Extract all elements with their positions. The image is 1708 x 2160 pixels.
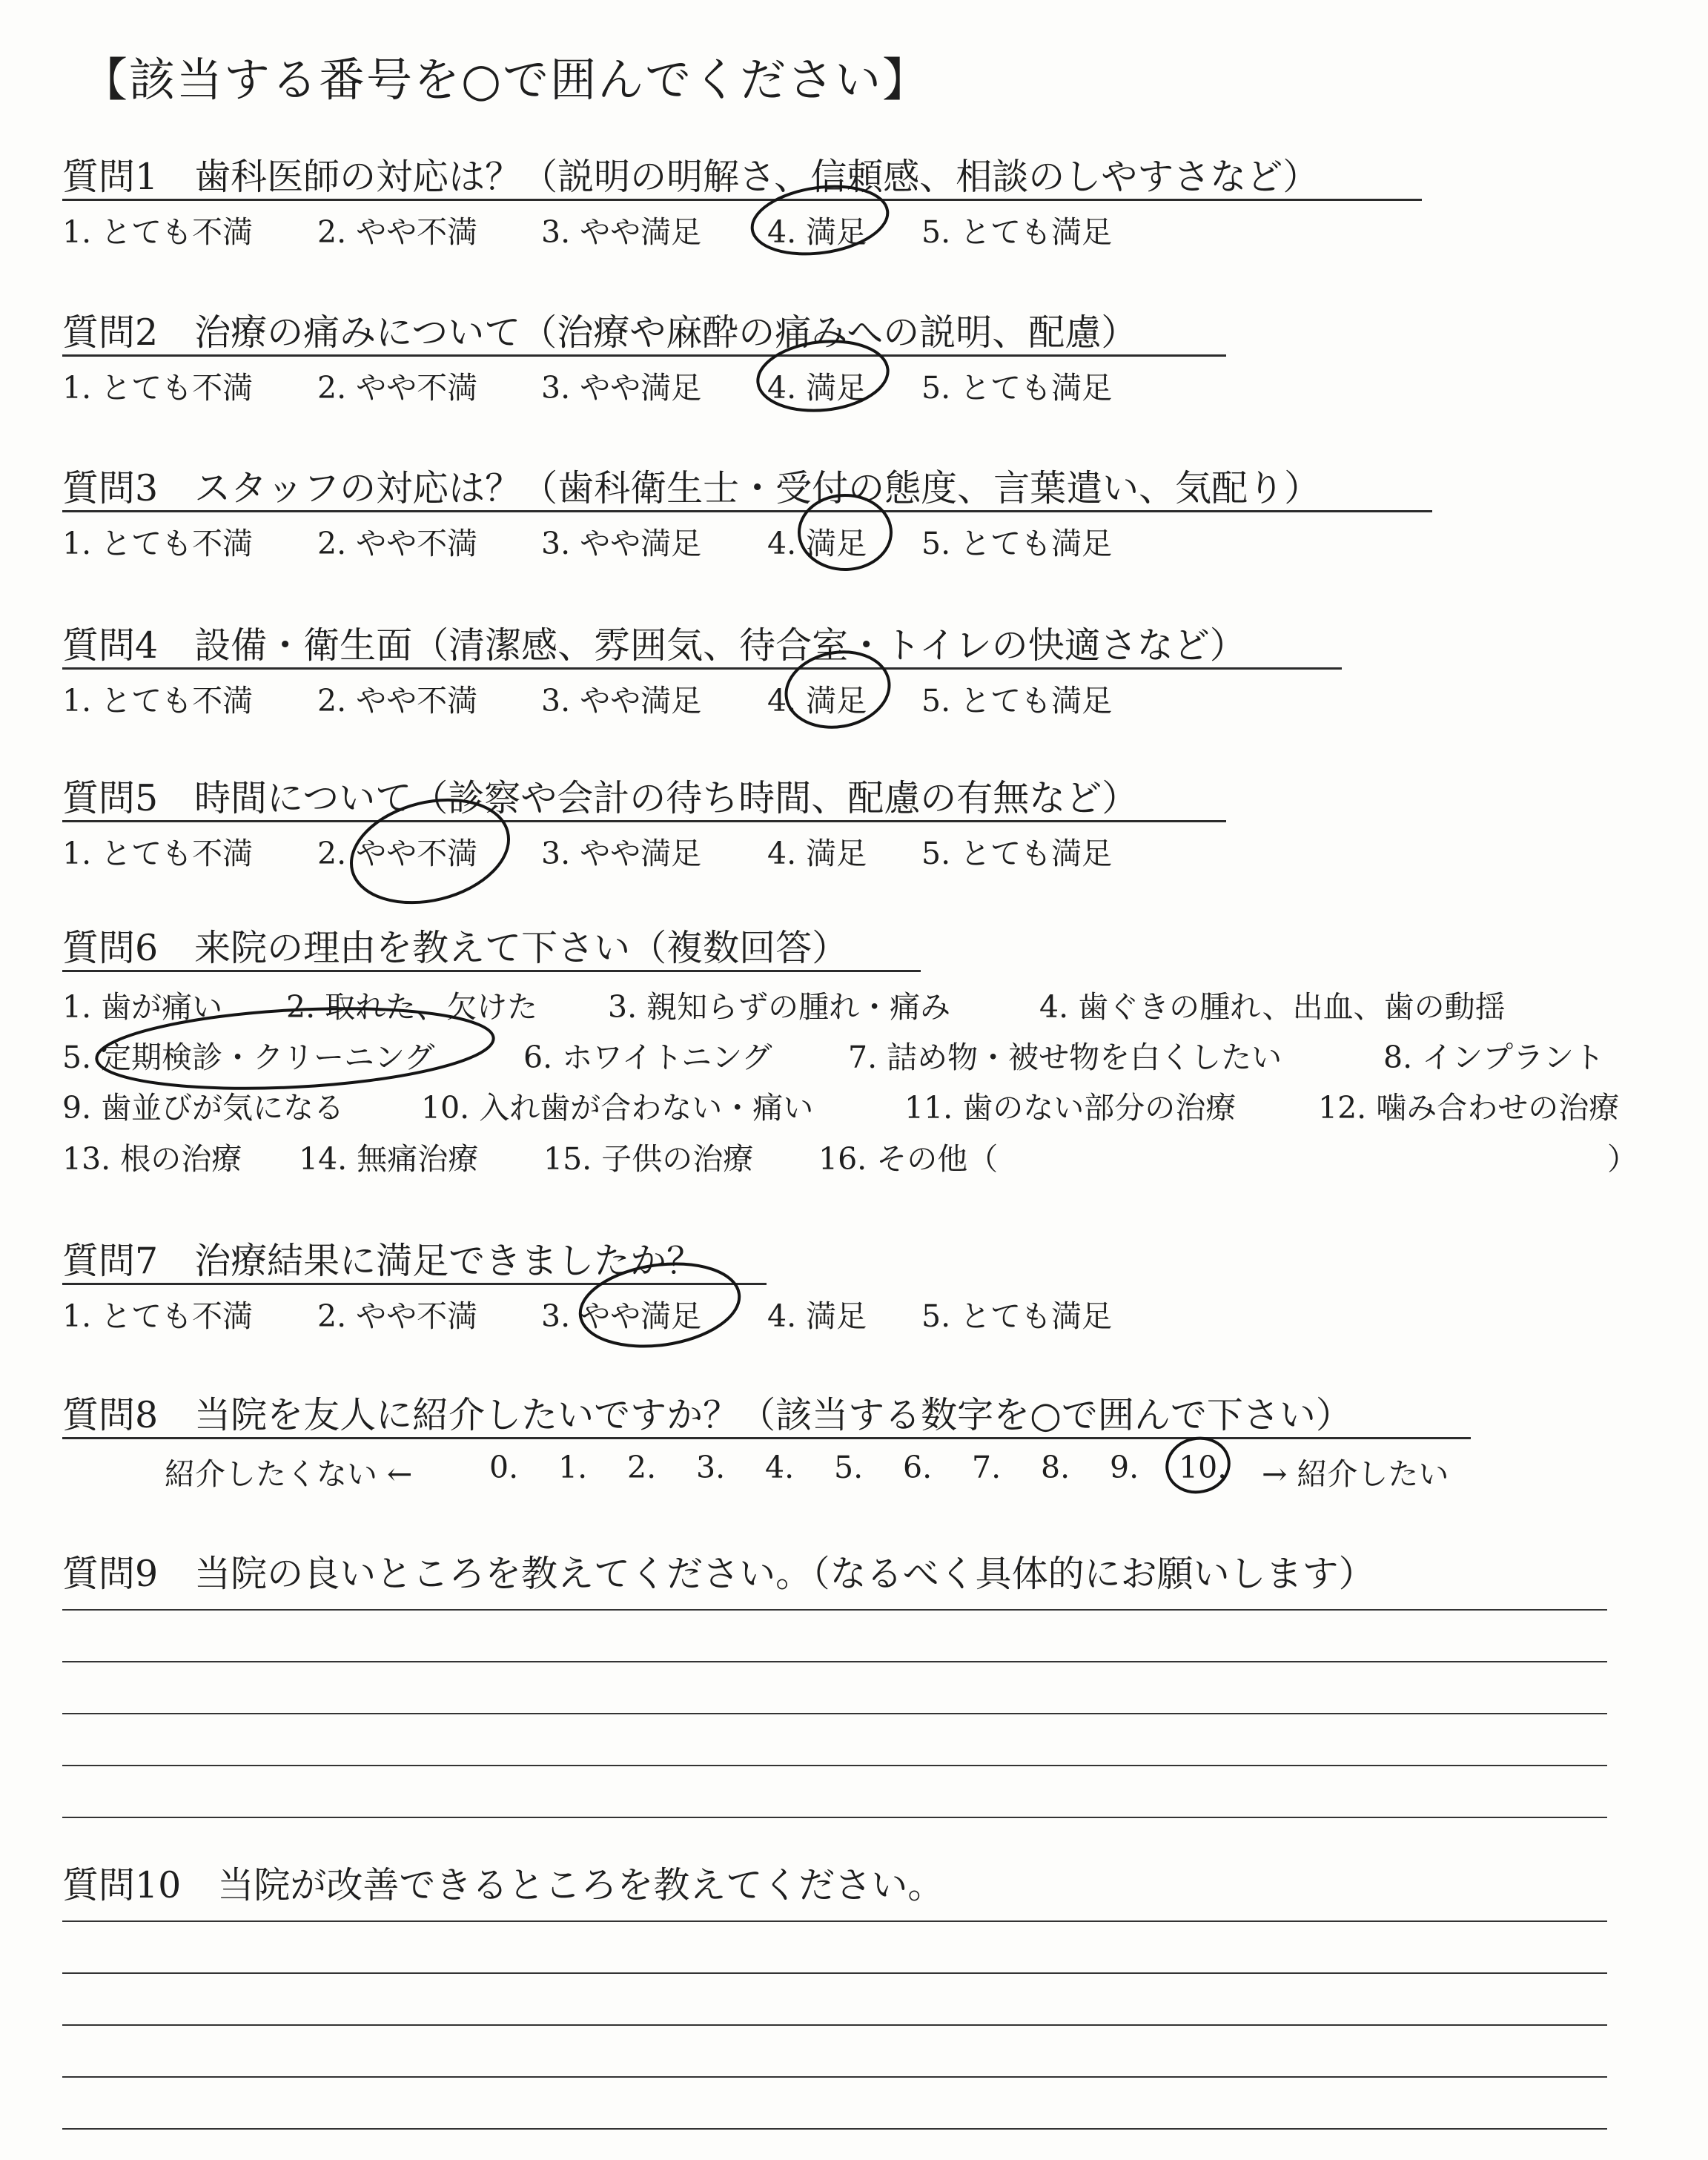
q3-answer-circle: [799, 495, 891, 569]
q2-option-3[interactable]: 3. やや満足: [541, 370, 702, 406]
question-5-label: 質問5 時間について（診察や会計の待ち時間、配慮の有無など）: [62, 777, 1139, 819]
q7-option-3[interactable]: 3. やや満足: [541, 1298, 702, 1334]
q4-option-2[interactable]: 2. やや不満: [317, 683, 478, 719]
q6-option-14[interactable]: 14. 無痛治療: [299, 1141, 479, 1177]
q8-scale-3[interactable]: 3.: [696, 1450, 726, 1485]
q1-option-5[interactable]: 5. とても満足: [921, 214, 1113, 250]
q6-option-12[interactable]: 12. 噛み合わせの治療: [1318, 1090, 1620, 1126]
q6-option-10[interactable]: 10. 入れ歯が合わない・痛い: [421, 1090, 814, 1126]
q5-option-5[interactable]: 5. とても満足: [921, 836, 1113, 871]
q8-scale-right-label: → 紹介したい: [1262, 1456, 1449, 1492]
q4-option-5[interactable]: 5. とても満足: [921, 683, 1113, 719]
q8-answer-circle: [1162, 1433, 1234, 1498]
q1-option-1[interactable]: 1. とても不満: [62, 214, 254, 250]
q5-answer-circle: [340, 785, 520, 918]
q8-scale-8[interactable]: 8.: [1041, 1450, 1070, 1485]
q1-option-2[interactable]: 2. やや不満: [317, 214, 478, 250]
q2-answer-circle: [755, 335, 892, 417]
q3-option-5[interactable]: 5. とても満足: [921, 526, 1113, 561]
q1-answer-circle: [748, 179, 892, 262]
q8-scale-0[interactable]: 0.: [489, 1450, 519, 1485]
q6-option-7[interactable]: 7. 詰め物・被せ物を白くしたい: [848, 1040, 1282, 1075]
q6-option-13[interactable]: 13. 根の治療: [62, 1141, 242, 1177]
question-9-label: 質問9 当院の良いところを教えてください。（なるべく具体的にお願いします）: [62, 1553, 1375, 1595]
q6-option-11[interactable]: 11. 歯のない部分の治療: [904, 1090, 1237, 1126]
q1-option-3[interactable]: 3. やや満足: [541, 214, 702, 250]
q4-answer-circle: [780, 644, 895, 736]
question-2-label: 質問2 治療の痛みについて（治療や麻酔の痛みへの説明、配慮）: [62, 311, 1138, 354]
q6-option-6[interactable]: 6. ホワイトニング: [523, 1040, 772, 1075]
q8-scale-4[interactable]: 4.: [765, 1450, 795, 1485]
q7-option-2[interactable]: 2. やや不満: [317, 1298, 478, 1334]
q8-scale-5[interactable]: 5.: [834, 1450, 864, 1485]
question-1-label: 質問1 歯科医師の対応は？（説明の明解さ、信頼感、相談のしやすさなど）: [62, 156, 1320, 198]
q8-scale-7[interactable]: 7.: [972, 1450, 1002, 1485]
q3-option-1[interactable]: 1. とても不満: [62, 526, 254, 561]
q4-option-3[interactable]: 3. やや満足: [541, 683, 702, 719]
q7-option-4[interactable]: 4. 満足: [767, 1298, 867, 1334]
q7-option-1[interactable]: 1. とても不満: [62, 1298, 254, 1334]
q2-option-1[interactable]: 1. とても不満: [62, 370, 254, 406]
q8-scale-2[interactable]: 2.: [627, 1450, 657, 1485]
q6-option-8[interactable]: 8. インプラント: [1383, 1040, 1605, 1075]
q6-option-16-close: ）: [1607, 1141, 1638, 1177]
question-4-label: 質問4 設備・衛生面（清潔感、雰囲気、待合室・トイレの快適さなど）: [62, 624, 1246, 667]
q8-scale-10[interactable]: 10.: [1179, 1450, 1228, 1485]
question-3-label: 質問3 スタッフの対応は？（歯科衛生士・受付の態度、言葉遣い、気配り）: [62, 467, 1321, 509]
q5-option-1[interactable]: 1. とても不満: [62, 836, 254, 871]
question-7-label: 質問7 治療結果に満足できましたか？: [62, 1240, 704, 1282]
q8-scale-1[interactable]: 1.: [558, 1450, 588, 1485]
page-title: 【該当する番号を○で囲んでください】: [82, 53, 930, 107]
q6-option-5[interactable]: 5. 定期検診・クリーニング: [62, 1040, 435, 1075]
q6-option-3[interactable]: 3. 親知らずの腫れ・痛み: [608, 989, 951, 1025]
q6-option-4[interactable]: 4. 歯ぐきの腫れ、出血、歯の動揺: [1039, 989, 1506, 1025]
q6-option-1[interactable]: 1. 歯が痛い: [62, 989, 223, 1025]
q8-scale-6[interactable]: 6.: [903, 1450, 933, 1485]
q2-option-4[interactable]: 4. 満足: [767, 370, 867, 406]
question-10-label: 質問10 当院が改善できるところを教えてください。: [62, 1864, 944, 1906]
q5-option-2[interactable]: 2. やや不満: [317, 836, 478, 871]
q3-option-3[interactable]: 3. やや満足: [541, 526, 702, 561]
q2-option-2[interactable]: 2. やや不満: [317, 370, 478, 406]
question-8-label: 質問8 当院を友人に紹介したいですか？（該当する数字を○で囲んで下さい）: [62, 1394, 1352, 1436]
q6-answer-circle: [95, 1000, 496, 1097]
q5-option-4[interactable]: 4. 満足: [767, 836, 867, 871]
q8-scale-left-label: 紹介したくない ←: [165, 1456, 413, 1492]
q5-option-3[interactable]: 3. やや満足: [541, 836, 702, 871]
q8-scale-9[interactable]: 9.: [1110, 1450, 1139, 1485]
q7-option-5[interactable]: 5. とても満足: [921, 1298, 1113, 1334]
q6-option-15[interactable]: 15. 子供の治療: [543, 1141, 754, 1177]
question-6-label: 質問6 来院の理由を教えて下さい（複数回答）: [62, 927, 849, 969]
q1-option-4[interactable]: 4. 満足: [767, 214, 867, 250]
q6-option-2[interactable]: 2. 取れた、欠けた: [286, 989, 538, 1025]
q6-option-16[interactable]: 16. その他（: [818, 1141, 999, 1177]
q6-option-9[interactable]: 9. 歯並びが気になる: [62, 1090, 345, 1126]
q4-option-4[interactable]: 4. 満足: [767, 683, 867, 719]
q3-option-4[interactable]: 4. 満足: [767, 526, 867, 561]
q3-option-2[interactable]: 2. やや不満: [317, 526, 478, 561]
q4-option-1[interactable]: 1. とても不満: [62, 683, 254, 719]
q2-option-5[interactable]: 5. とても満足: [921, 370, 1113, 406]
q7-answer-circle: [575, 1254, 745, 1355]
